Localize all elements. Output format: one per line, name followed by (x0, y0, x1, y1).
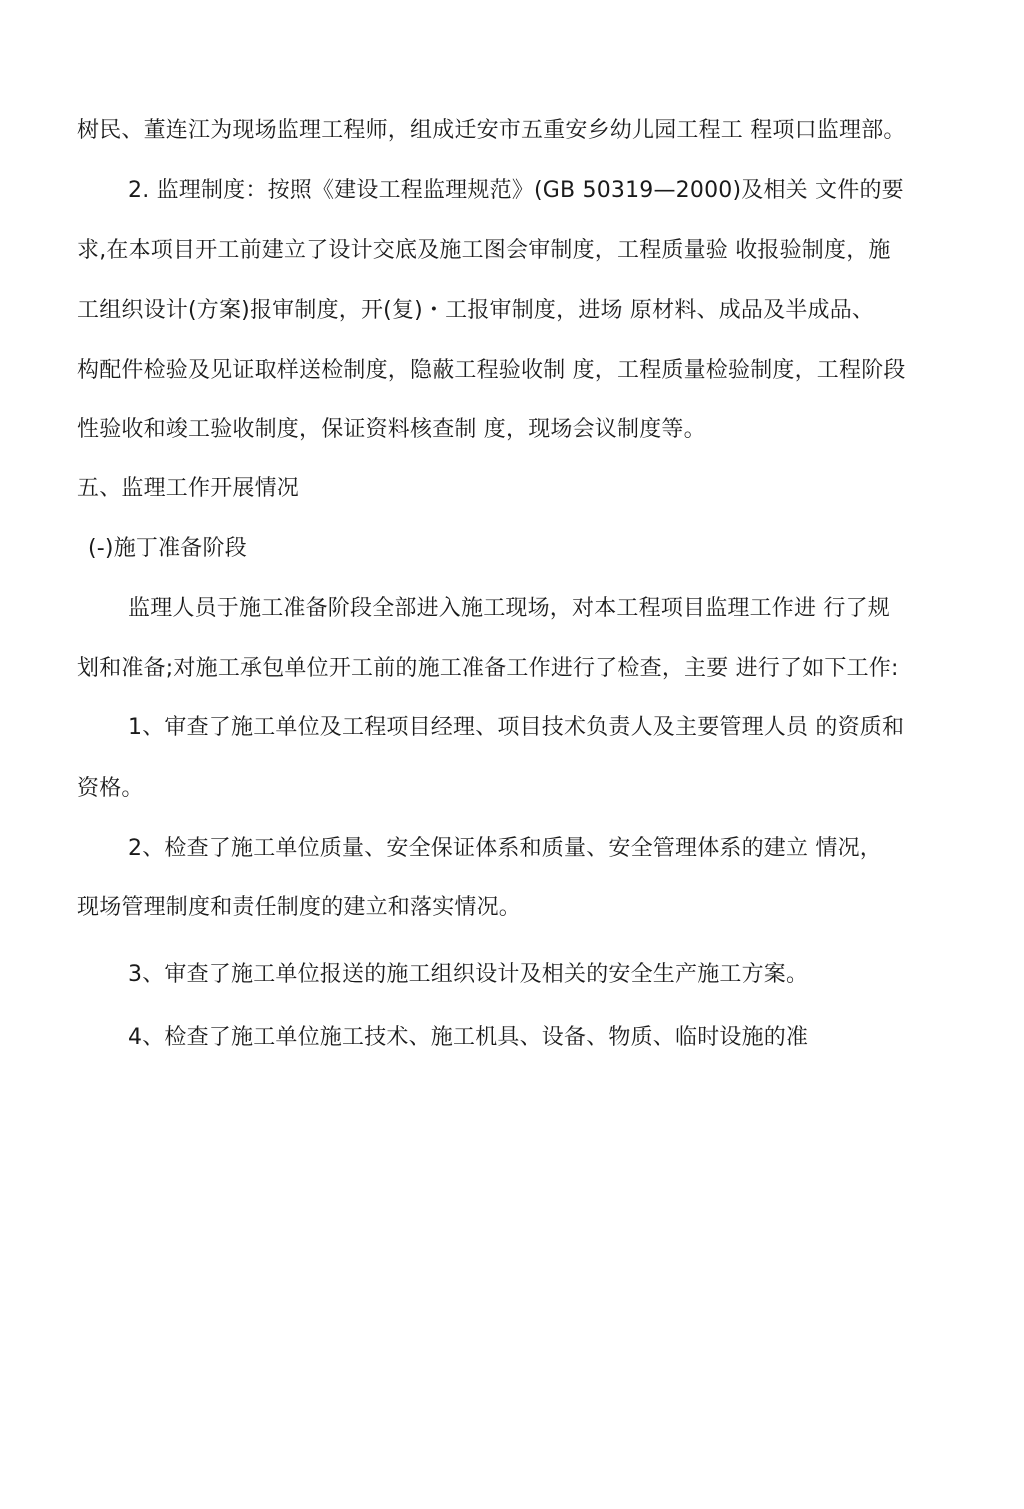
paragraph-line: 构配件检验及见证取样送检制度，隐蔽工程验收制 度，工程质量检验制度，工程阶段 (77, 358, 906, 383)
paragraph-line: 工组织设计(方案)报审制度，开(复)・工报审制度，进场 原材料、成品及半成品、 (77, 298, 875, 323)
list-item-line: 2、检查了施工单位质量、安全保证体系和质量、安全管理体系的建立 情况， (128, 836, 882, 861)
list-item-line: 资格。 (77, 776, 144, 801)
paragraph-line: 树民、董连江为现场监理工程师，组成迁安市五重安乡幼儿园工程工 程项口监理部。 (77, 118, 906, 143)
subsection-heading: (-)施丁准备阶段 (88, 536, 247, 561)
list-item-line: 3、审查了施工单位报送的施工组织设计及相关的安全生产施工方案。 (128, 962, 809, 987)
paragraph-line: 2. 监理制度：按照《建设工程监理规范》(GB 50319—2000)及相关 文件的要 (128, 178, 904, 203)
paragraph-line: 监理人员于施工准备阶段全部进入施工现场，对本工程项目监理工作进 行了规 (128, 596, 890, 621)
list-item-line: 1、审查了施工单位及工程项目经理、项目技术负责人及主要管理人员 的资质和 (128, 715, 905, 740)
paragraph-line: 划和准备;对施工承包单位开工前的施工准备工作进行了检查，主要 进行了如下工作: (77, 656, 899, 681)
paragraph-line: 求,在本项目开工前建立了设计交底及施工图会审制度，工程质量验 收报验制度，施 (77, 238, 891, 263)
paragraph-line: 性验收和竣工验收制度，保证资料核查制 度，现场会议制度等。 (77, 417, 706, 442)
section-heading: 五、监理工作开展情况 (77, 476, 300, 501)
list-item-line: 4、检查了施工单位施工技术、施工机具、设备、物质、临时设施的准 (128, 1025, 809, 1050)
list-item-line: 现场管理制度和责任制度的建立和落实情况。 (77, 895, 522, 920)
